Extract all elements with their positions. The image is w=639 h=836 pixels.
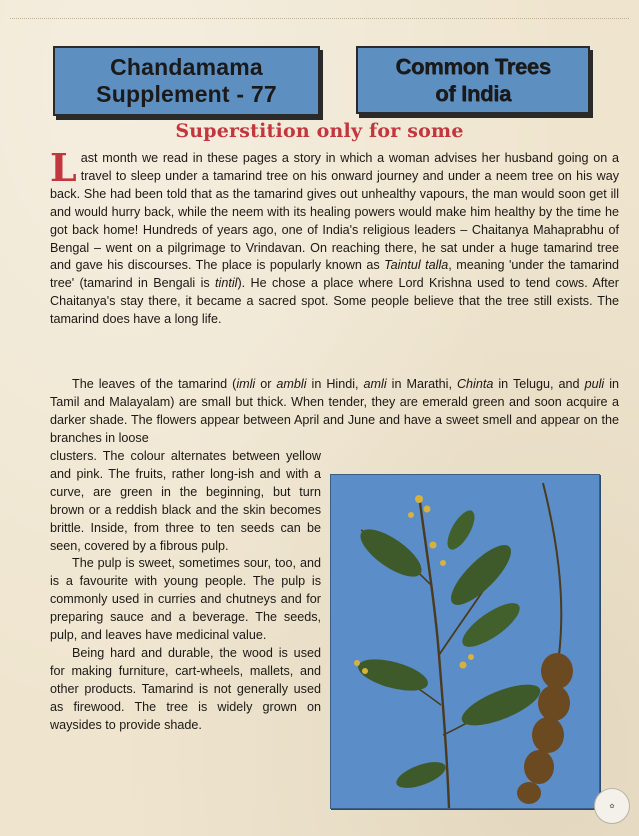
top-perforation	[10, 18, 629, 19]
tamarind-branch-drawing	[331, 475, 599, 808]
series-title-box	[356, 46, 590, 114]
article-paragraph-4: Being hard and durable, the wood is used for making furniture, cart-wheels, mallets, and other products. Tamarind is not generally used as firewood. The tree is widely grown on waysides to provide shade.	[50, 645, 321, 732]
tamarind-pod	[517, 483, 573, 804]
stamp-logo-icon: ✿	[609, 803, 615, 810]
series-title-line2: of India	[435, 81, 511, 106]
publisher-stamp	[594, 788, 630, 824]
article-paragraph-2-continued: clusters. The colour alternates between yellow and pink. The fruits, rather long-ish and with a curve, are green in the beginning, but turn brown or a reddish black and the skin becomes brittle. Inside, from three to ten seeds can be seen, covered by a fibrous pulp.	[50, 449, 321, 553]
supplement-title	[96, 54, 277, 108]
drop-cap: L	[50, 145, 77, 190]
supplement-title-line2: Supplement - 77	[96, 81, 277, 107]
supplement-title-line1: Chandamama	[110, 54, 263, 80]
leaf-frond-group	[353, 506, 545, 793]
supplement-title-box	[53, 46, 320, 116]
tamarind-illustration	[330, 474, 600, 809]
article-paragraph-3: The pulp is sweet, sometimes sour, too, and is a favourite with young people. The pulp is commonly used in curries and chutneys and for preparing sauce and a beverage. The seeds, pulp, and leaves have medicinal value.	[50, 556, 321, 643]
series-title-line1: Common Trees	[395, 54, 551, 79]
article-headline: Superstition only for some	[175, 120, 464, 142]
article-paragraph-2: The leaves of the tamarind (imli or ambli in Hindi, amli in Marathi, Chinta in Telugu, and puli in Tamil and Malayalam) are small but thick. When tender, they are emerald green and soon acquire a darker shade. The flowers appear between April and June and have a sweet smell and appear on the branches in loose	[50, 377, 619, 445]
article-paragraph-1: Last month we read in these pages a story in which a woman advises her husband going on a travel to sleep under a tamarind tree on his onward journey and under a neem tree on his way back. She had been told that as the tamarind gives out unhealthy vapours, the man would soon get ill and would hurry back, while the neem with its healing powers would make him healthy by the time he got back home! Hundreds of years ago, one of India's religious leaders – Chaitanya Mahaprabhu of Bengal – went on a pilgrimage to Vrindavan. On reaching there, he sat under a huge tamarind tree and gave his discourses. The place is popularly known as Taintul talla, meaning 'under the tamarind tree' (tamarind in Bengali is tintil). He chose a place where Lord Krishna used to tend cows. After Chaitanya's stay there, it became a sacred spot. Some people believe that the tree still exists. The tamarind does have a long life.	[50, 145, 619, 327]
article-column	[50, 448, 321, 735]
series-title	[395, 53, 550, 107]
